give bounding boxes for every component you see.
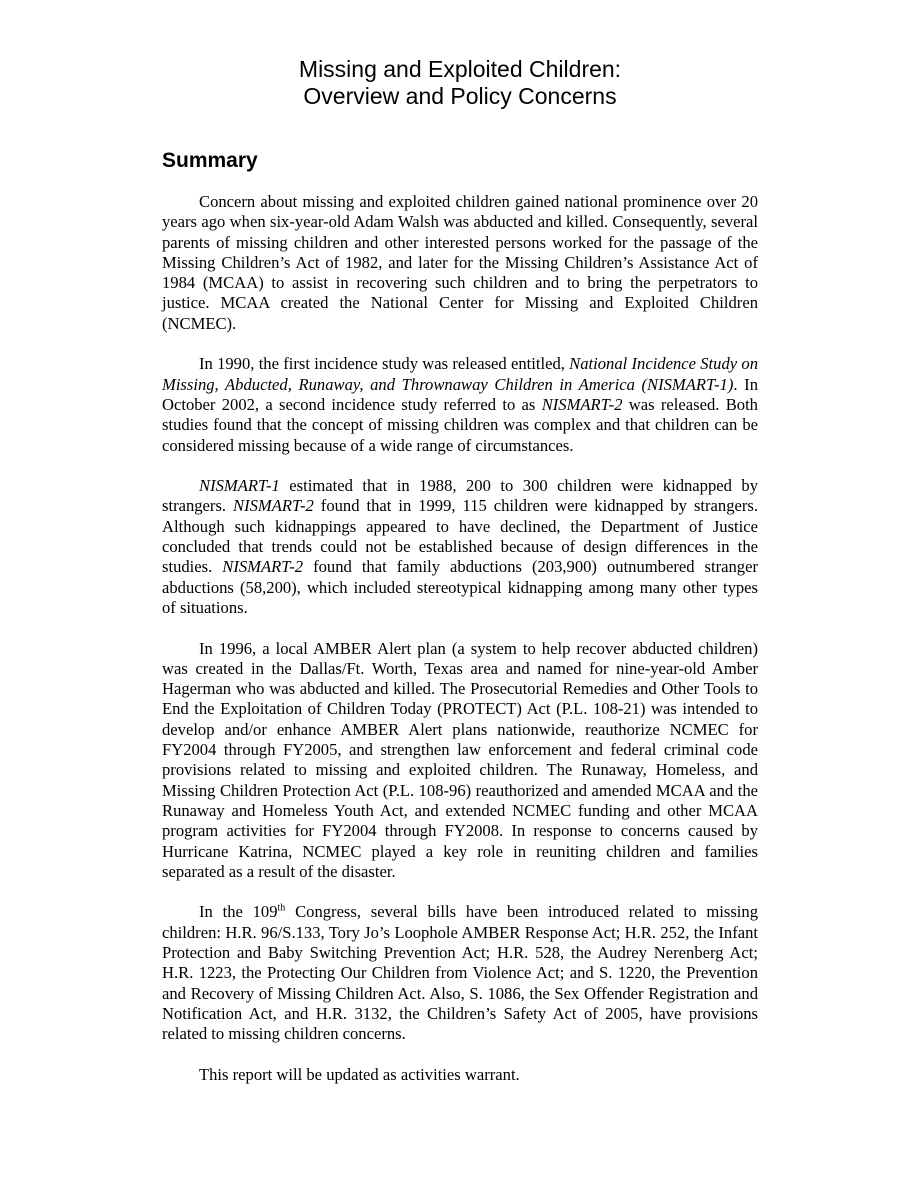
- nismart-2-italic: NISMART-2: [222, 557, 304, 577]
- ordinal-superscript: th: [277, 902, 286, 914]
- nismart-2-italic: NISMART-2: [541, 394, 623, 414]
- paragraph-4: In 1996, a local AMBER Alert plan (a system to help recover abducted children) was created in the Dallas/Ft. Worth, Texas area and named for nine-year-old Amber Hagerman who was abducted and killed. The Prosecutorial Remedies and Other Tools to End the Exploitation of Children Today (PROTECT) Act (P.L. 108-21) was intended to develop and/or enhance AMBER Alert plans nationwide, reauthorize NCMEC for FY2004 through FY2005, and strengthen law enforcement and federal criminal code provisions related to missing and exploited children. The Runaway, Homeless, and Missing Children Protection Act (P.L. 108-96) reauthorized and amended MCAA and the Runaway and Homeless Youth Act, and extended NCMEC funding and other MCAA program activities for FY2004 through FY2008. In response to concerns caused by Hurricane Katrina, NCMEC played a key role in reuniting children and families separated as a result of the disaster.: [162, 638, 758, 881]
- paragraph-2-text-c: . In October 2002, a second incidence study referred to as: [162, 374, 758, 414]
- paragraph-2-text-a: In 1990, the first incidence study was released entitled,: [199, 354, 570, 374]
- study-title-italic: National Incidence Study on Missing, Abducted, Runaway, and Thrownaway Children in America (NISMART-1): [162, 354, 758, 394]
- nismart-1-italic: NISMART-1: [199, 476, 280, 496]
- summary-body: [162, 192, 758, 1105]
- paragraph-3-text-d: found that in 1999, 115 children were kidnapped by strangers. Although such kidnappings appeared to have declined, the Department of Justice concluded that trends could not be established because of design differences in the studies.: [162, 496, 758, 577]
- title-line-2: Overview and Policy Concerns: [303, 83, 617, 109]
- paragraph-5: [162, 902, 758, 1044]
- paragraph-3: [162, 476, 758, 618]
- paragraph-2-text-e: was released. Both studies found that the concept of missing children was complex and that children can be considered missing because of a wide range of circumstances.: [162, 394, 758, 455]
- paragraph-6: This report will be updated as activities warrant.: [199, 1064, 520, 1084]
- paragraph-3-text-b: estimated that in 1988, 200 to 300 children were kidnapped by strangers.: [162, 476, 758, 516]
- section-heading: Summary: [162, 149, 258, 172]
- paragraph-1: Concern about missing and exploited children gained national prominence over 20 years ago when six-year-old Adam Walsh was abducted and killed. Consequently, several parents of missing children and other interested persons worked for the passage of the Missing Children’s Act of 1982, and later for the Missing Children’s Assistance Act of 1984 (MCAA) to assist in recovering such children and to bring the perpetrators to justice. MCAA created the National Center for Missing and Exploited Children (NCMEC).: [162, 192, 758, 333]
- paragraph-2: [162, 354, 758, 455]
- nismart-2-italic: NISMART-2: [233, 496, 314, 516]
- document-title: [162, 56, 758, 110]
- paragraph-5-text-a: In the 109: [199, 902, 278, 922]
- paragraph-5-text-b: Congress, several bills have been introduced related to missing children: H.R. 96/S.133, Tory Jo’s Loophole AMBER Response Act; H.R. 252, the Infant Protection and Baby Switching Prevention Act; H.R. 528, the Audrey Nerenberg Act; H.R. 1223, the Protecting Our Children from Violence Act; and S. 1220, the Prevention and Recovery of Missing Children Act. Also, S. 1086, the Sex Offender Registration and Notification Act, and H.R. 3132, the Children’s Safety Act of 2005, have provisions related to missing children concerns.: [162, 902, 758, 1044]
- title-line-1: Missing and Exploited Children:: [298, 56, 622, 82]
- paragraph-3-text-f: found that family abductions (203,900) outnumbered stranger abductions (58,200), which included stereotypical kidnapping among many other types of situations.: [162, 557, 758, 617]
